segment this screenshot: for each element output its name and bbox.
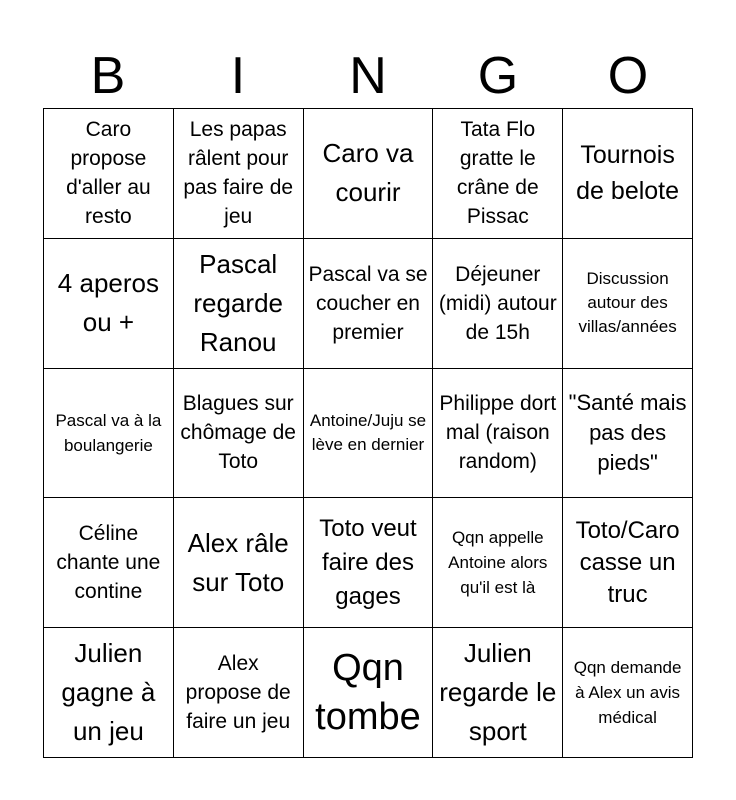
bingo-cell[interactable] — [304, 628, 434, 758]
bingo-cell[interactable] — [304, 369, 434, 499]
bingo-cell[interactable] — [433, 239, 563, 369]
bingo-cell[interactable] — [563, 239, 693, 369]
cell-text: Toto veut faire des gages — [319, 514, 417, 610]
bingo-cell[interactable] — [174, 369, 304, 499]
header-letter-g: G — [477, 47, 519, 105]
bingo-cell[interactable] — [563, 498, 693, 628]
bingo-cell[interactable] — [174, 109, 304, 239]
cell-text: Julien regarde le sport — [439, 638, 557, 747]
cell-text: 4 aperos ou + — [57, 268, 159, 338]
cell-text: Pascal regarde Ranou — [193, 248, 283, 357]
cell-text: Alex râle sur Toto — [187, 527, 289, 597]
cell-text: Pascal va à la boulangerie — [55, 410, 162, 455]
bingo-cell[interactable] — [563, 369, 693, 499]
cell-text: Alex propose de faire un jeu — [185, 652, 291, 734]
bingo-cell[interactable] — [44, 109, 174, 239]
bingo-cell[interactable] — [304, 239, 434, 369]
bingo-cell[interactable] — [304, 109, 434, 239]
bingo-cell[interactable] — [44, 628, 174, 758]
bingo-header — [43, 46, 693, 106]
cell-text: Discussion autour des villas/années — [578, 269, 677, 337]
cell-text: Qqn demande à Alex un avis médical — [573, 658, 682, 728]
cell-text: Les papas râlent pour pas faire de jeu — [183, 118, 294, 229]
cell-text: Pascal va se coucher en premier — [308, 262, 428, 344]
bingo-cell[interactable] — [433, 498, 563, 628]
cell-text: Caro va courir — [322, 138, 414, 208]
cell-text: Tournois de belote — [576, 141, 680, 206]
cell-text: Toto/Caro casse un truc — [575, 516, 680, 608]
cell-text: Déjeuner (midi) autour de 15h — [438, 262, 557, 344]
cell-text: "Santé mais pas des pieds" — [568, 389, 687, 475]
bingo-cell[interactable] — [174, 239, 304, 369]
cell-text: Céline chante une contine — [56, 522, 161, 604]
cell-text: Blagues sur chômage de Toto — [180, 392, 296, 474]
cell-text: Caro propose d'aller au resto — [66, 118, 151, 229]
header-letter-n: N — [349, 47, 387, 105]
bingo-cell[interactable] — [433, 628, 563, 758]
bingo-cell[interactable] — [563, 109, 693, 239]
header-letter-o: O — [607, 47, 649, 105]
cell-text: Philippe dort mal (raison random) — [439, 392, 557, 474]
bingo-cell[interactable] — [563, 628, 693, 758]
header-letter-i: I — [230, 47, 246, 105]
bingo-cell[interactable] — [174, 628, 304, 758]
bingo-cell[interactable] — [44, 369, 174, 499]
bingo-grid — [43, 108, 693, 758]
cell-text: Antoine/Juju se lève en dernier — [309, 410, 427, 454]
cell-text: Qqn appelle Antoine alors qu'il est là — [448, 528, 548, 598]
bingo-cell[interactable] — [174, 498, 304, 628]
bingo-cell[interactable] — [433, 369, 563, 499]
bingo-cell[interactable] — [433, 109, 563, 239]
bingo-cell[interactable] — [304, 498, 434, 628]
cell-text: Tata Flo gratte le crâne de Pissac — [456, 118, 539, 229]
header-letter-b: B — [90, 47, 126, 105]
bingo-cell[interactable] — [44, 498, 174, 628]
cell-text: Qqn tombe — [315, 646, 421, 738]
bingo-cell[interactable] — [44, 239, 174, 369]
cell-text: Julien gagne à un jeu — [61, 638, 156, 747]
